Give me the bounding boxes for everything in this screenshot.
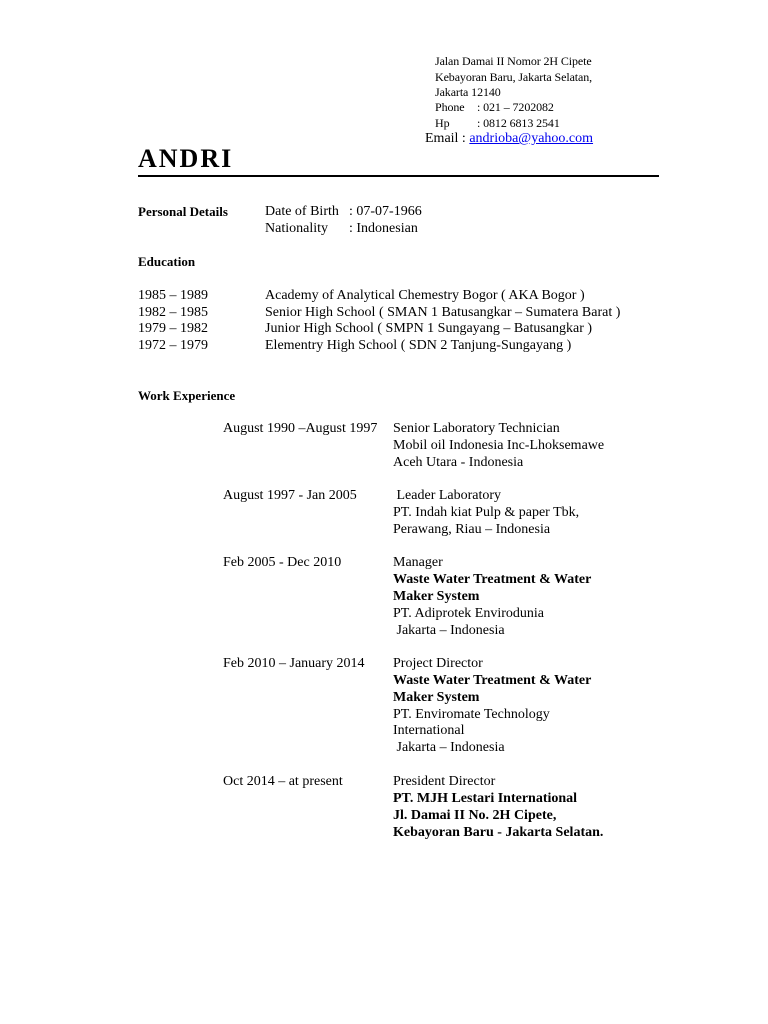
hp-label: Hp [435, 116, 450, 130]
job-location: Perawang, Riau – Indonesia [393, 522, 551, 537]
address-line-1: Jalan Damai II Nomor 2H Cipete [435, 54, 592, 68]
education-school: Senior High School ( SMAN 1 Batusangkar – Sumatera Barat ) [265, 305, 621, 320]
address-line-3: Jakarta 12140 [435, 85, 501, 99]
candidate-name: ANDRI [138, 144, 234, 173]
education-school: Junior High School ( SMPN 1 Sungayang – Batusangkar ) [265, 321, 593, 336]
education-years: 1982 – 1985 [138, 305, 208, 320]
job-address: Jl. Damai II No. 2H Cipete, [393, 808, 557, 823]
phone-value: : 021 – 7202082 [477, 100, 554, 114]
job-company: PT. MJH Lestari International [393, 791, 578, 806]
job-company: PT. Adiprotek Envirodunia [393, 606, 544, 621]
job-division: Maker System [393, 589, 480, 604]
job-period: Feb 2010 – January 2014 [223, 656, 365, 671]
dob-value: : 07-07-1966 [349, 204, 422, 219]
nationality-value: : Indonesian [349, 221, 418, 236]
email-link[interactable]: andrioba@yahoo.com [469, 131, 594, 146]
job-division: Waste Water Treatment & Water [393, 673, 592, 688]
job-location: Jakarta – Indonesia [393, 623, 505, 638]
address-line-2: Kebayoran Baru, Jakarta Selatan, [435, 70, 593, 84]
personal-details-heading: Personal Details [138, 204, 228, 219]
job-period: Oct 2014 – at present [223, 774, 343, 789]
email-label: Email : [425, 131, 466, 146]
education-heading: Education [138, 254, 196, 269]
job-location: Jakarta – Indonesia [393, 740, 505, 755]
education-years: 1985 – 1989 [138, 288, 208, 303]
job-company: International [393, 723, 465, 738]
job-title: Project Director [393, 656, 483, 671]
education-school: Elementry High School ( SDN 2 Tanjung-Sungayang ) [265, 338, 572, 353]
job-company: PT. Indah kiat Pulp & paper Tbk, [393, 505, 580, 520]
education-years: 1972 – 1979 [138, 338, 208, 353]
education-school: Academy of Analytical Chemestry Bogor ( AKA Bogor ) [265, 288, 585, 303]
hp-value: : 0812 6813 2541 [477, 116, 560, 130]
job-title: President Director [393, 774, 496, 789]
job-location: Aceh Utara - Indonesia [393, 455, 524, 470]
job-division: Maker System [393, 690, 480, 705]
job-title: Senior Laboratory Technician [393, 421, 560, 436]
job-division: Waste Water Treatment & Water [393, 572, 592, 587]
job-company: Mobil oil Indonesia Inc-Lhoksemawe [393, 438, 605, 453]
email-line [425, 131, 593, 147]
job-title: Leader Laboratory [393, 488, 502, 503]
job-company: PT. Enviromate Technology [393, 707, 550, 722]
education-years: 1979 – 1982 [138, 321, 208, 336]
job-address: Kebayoran Baru - Jakarta Selatan. [393, 825, 604, 840]
header-divider [138, 175, 659, 177]
dob-label: Date of Birth [265, 204, 339, 219]
nationality-label: Nationality [265, 221, 328, 236]
job-period: Feb 2005 - Dec 2010 [223, 555, 342, 570]
phone-label: Phone [435, 100, 465, 114]
job-period: August 1997 - Jan 2005 [223, 488, 357, 503]
job-period: August 1990 –August 1997 [223, 421, 378, 436]
job-title: Manager [393, 555, 443, 570]
work-experience-heading: Work Experience [138, 388, 236, 403]
